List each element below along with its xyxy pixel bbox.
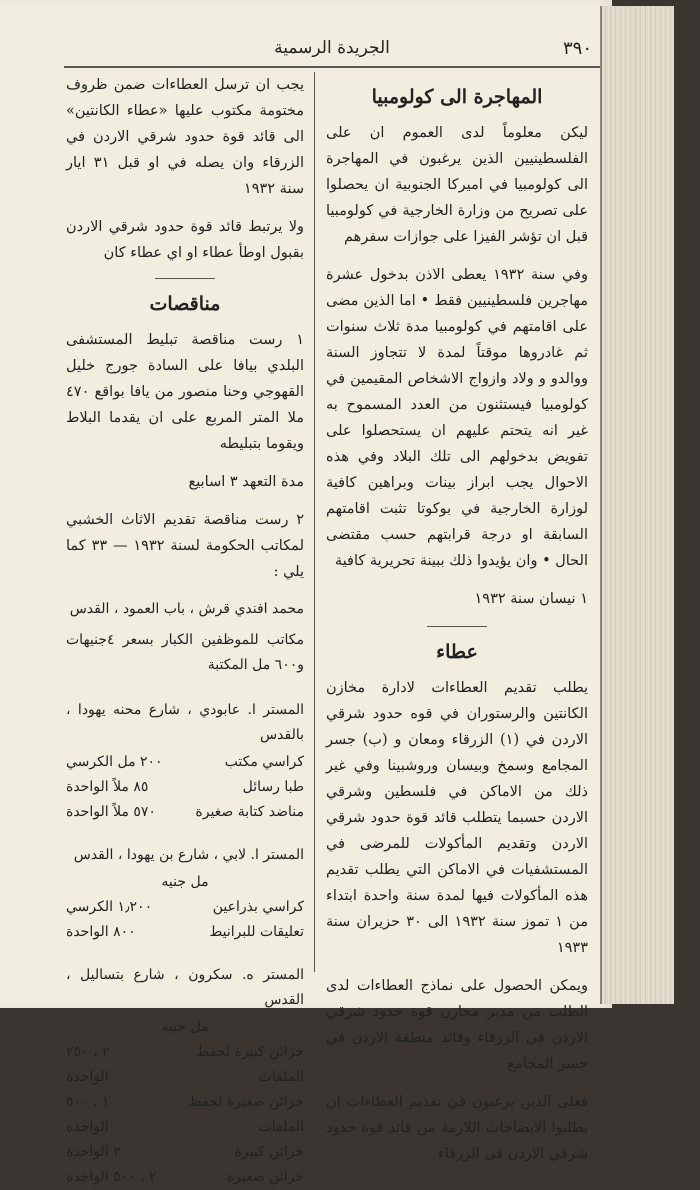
- price-label: طبا رسائل: [242, 779, 304, 795]
- price-value: ٨٥ ملاً الواحدة: [66, 779, 149, 795]
- tender-item-2: ٢ رست مناقصة تقديم الاثاث الخشبي لمكاتب الحكومة لسنة ١٩٣٢ — ٣٣ كما يلي :: [66, 512, 304, 580]
- price-value: ٥٧٠ ملاً الواحدة: [66, 804, 156, 820]
- header-rule: [64, 66, 600, 68]
- supplier-4-unit: مل جنيه: [161, 1019, 209, 1035]
- page-header: [64, 36, 600, 66]
- supplier-2-name: المستر ا. عابودي ، شارع محنه يهودا ، بالقدس: [66, 702, 304, 743]
- price-value: ٣ الواحدة: [66, 1144, 121, 1160]
- price-label: خزائن صغيرة لحفظ الملفات: [188, 1094, 304, 1135]
- tender-paragraph-1: يطلب تقديم العطاءات لادارة مخازن الكانتين والرستوران في قوه حدود شرقي الاردن في (١) الزرقاء ومعان و (ب) جسر المجامع وسمخ وبيسان وروشبينا وفي غير ذلك من الاماكن في فلسطين وشرقي الاردن حسبما يتطلب قائد قوة حدود شرقي الاردن وتقديم المأكولات للمرضى في المستشفيات في الاماكن التي يطلب تقديم هذه المأكولات فيها لمدة سنة واحدة ابتداء من ١ تموز سنة ١٩٣٢ الى ٣٠ حزيران سنة ١٩٣٣: [326, 680, 588, 956]
- column-divider: [314, 72, 315, 972]
- tender-heading: عطاء: [436, 641, 478, 663]
- migration-date: ١ نيسان سنة ١٩٣٢: [474, 591, 588, 607]
- price-label: كراسي بذراعين: [212, 899, 304, 915]
- price-label: خزائن صغيرة: [226, 1169, 304, 1185]
- supplier-3-name: المستر ا. لابي ، شارع بن يهودا ، القدس: [73, 847, 304, 863]
- migration-heading: المهاجرة الى كولومبيا: [371, 86, 543, 108]
- price-label: مناضد كتابة صغيرة: [195, 804, 304, 820]
- price-row: [66, 1140, 304, 1165]
- tender-paragraph-3: فعلى الذين يرغبون في تقديم العطاءات ان يطلبوا الايضاحات اللازمة من قائد قوة حدود شرقي الاردن في الزرقاء: [326, 1094, 588, 1162]
- price-value: ٢ ، ٥٠٠ الواحدة: [66, 1169, 157, 1185]
- supplier-3-unit: مل جنيه: [161, 874, 209, 890]
- price-value: ٢٠٠ مل الكرسي: [66, 754, 163, 770]
- right-column: [326, 72, 588, 1179]
- price-row: [66, 895, 304, 920]
- price-row: [66, 1165, 304, 1190]
- tender-item-1: ١ رست مناقصة تبليط المستشفى البلدي بيافا على السادة جورج خليل القهوجي وحنا منصور من يافا بواقع ٤٧٠ ملا المتر المربع على ان يقدما البلاط ويقوما بتبليطه: [66, 332, 304, 452]
- price-row: [66, 1040, 304, 1090]
- migration-paragraph-1: ليكن معلوماً لدى العموم ان على الفلسطينيين الذين يرغبون في المهاجرة الى كولومبيا في اميركا الجنوبية ان يحصلوا على تصريح من وزارة الخارجية في كولومبيا قبل ان تؤشر الفيزا على جوازات سفرهم: [326, 125, 588, 245]
- migration-paragraph-2: وفي سنة ١٩٣٢ يعطى الاذن بدخول عشرة مهاجرين فلسطينيين فقط • اما الذين مضى على اقامتهم في كولومبيا مدة ثلاث سنوات ثم غادروها موقتاً لمدة لا تتجاوز السنة ووالدو و ولاد وازواج الاشخاص المقيمين في كولومبيا فيستثنون من العدد المسموح به غير انه يتحتم عليهم ان يستحصلوا على تفويض بدخولهم الى تلك البلاد وفي هذه الاحوال يجب ابراز بينات وبراهين كافية لوزارة الخارجية في بوكوتا تثبت اقامتهم السابقة او درجة قرابتهم حسب مقتضى الحال • وان يؤيدوا ذلك ببينة تحريرية كافية: [326, 267, 588, 569]
- tender-continued-paragraph-1: يجب ان ترسل العطاءات ضمن ظروف مختومة مكتوب عليها «عطاء الكانتين» الى قائد قوة حدود شرقي الاردن في الزرقاء وان يصله في او قبل ٣١ ايار سنة ١٩٣٢: [66, 77, 304, 197]
- price-label: كراسي مكتب: [224, 754, 304, 770]
- section-separator: [155, 278, 215, 279]
- tender-paragraph-2: ويمكن الحصول على نماذج العطاءات لدى الطلب من مدير مخازن قوة حدود شرقي الاردن في الزرقاء وقائد منطقة الاردن في جسر المجامع: [326, 978, 588, 1072]
- tender-item-1-period: مدة التعهد ٣ اسابيع: [188, 474, 304, 490]
- supplier-4-name: المستر ه. سكرون ، شارع بتساليل ، القدس: [66, 967, 304, 1008]
- price-label: خزائن كبيرة: [234, 1144, 304, 1160]
- page-title: الجريدة الرسمية: [274, 38, 390, 58]
- price-row: [66, 920, 304, 945]
- section-separator: [427, 626, 487, 627]
- price-value: ١٫٢٠٠ الكرسي: [66, 899, 153, 915]
- price-row: [66, 800, 304, 825]
- price-row: [66, 750, 304, 775]
- supplier-1-name: محمد افندي قرش ، باب العمود ، القدس: [69, 601, 304, 617]
- price-label: خزائن كبيرة لحفظ الملفات: [196, 1044, 304, 1085]
- page-number: ٣٩٠: [562, 38, 592, 59]
- supplier-1-item: مكاتب للموظفين الكبار بسعر ٤جنيهات و٦٠٠ مل المكتبة: [66, 632, 304, 673]
- tender-continued-paragraph-2: ولا يرتبط قائد قوة حدود شرقي الاردن بقبول اوطأ عطاء او اي عطاء كان: [66, 219, 304, 261]
- price-label: تعليقات للبرانيط: [209, 924, 304, 940]
- price-value: ١ ، ٥٠٠ الواحدة: [66, 1094, 110, 1135]
- book-page-edges: [600, 6, 674, 1004]
- price-row: [66, 1090, 304, 1140]
- tenders-heading: مناقصات: [149, 293, 221, 315]
- price-value: ٢ ، ٢٥٠ الواحدة: [66, 1044, 110, 1085]
- price-value: ٨٠٠ الواحدة: [66, 924, 136, 940]
- left-column: [66, 72, 304, 1190]
- price-row: [66, 775, 304, 800]
